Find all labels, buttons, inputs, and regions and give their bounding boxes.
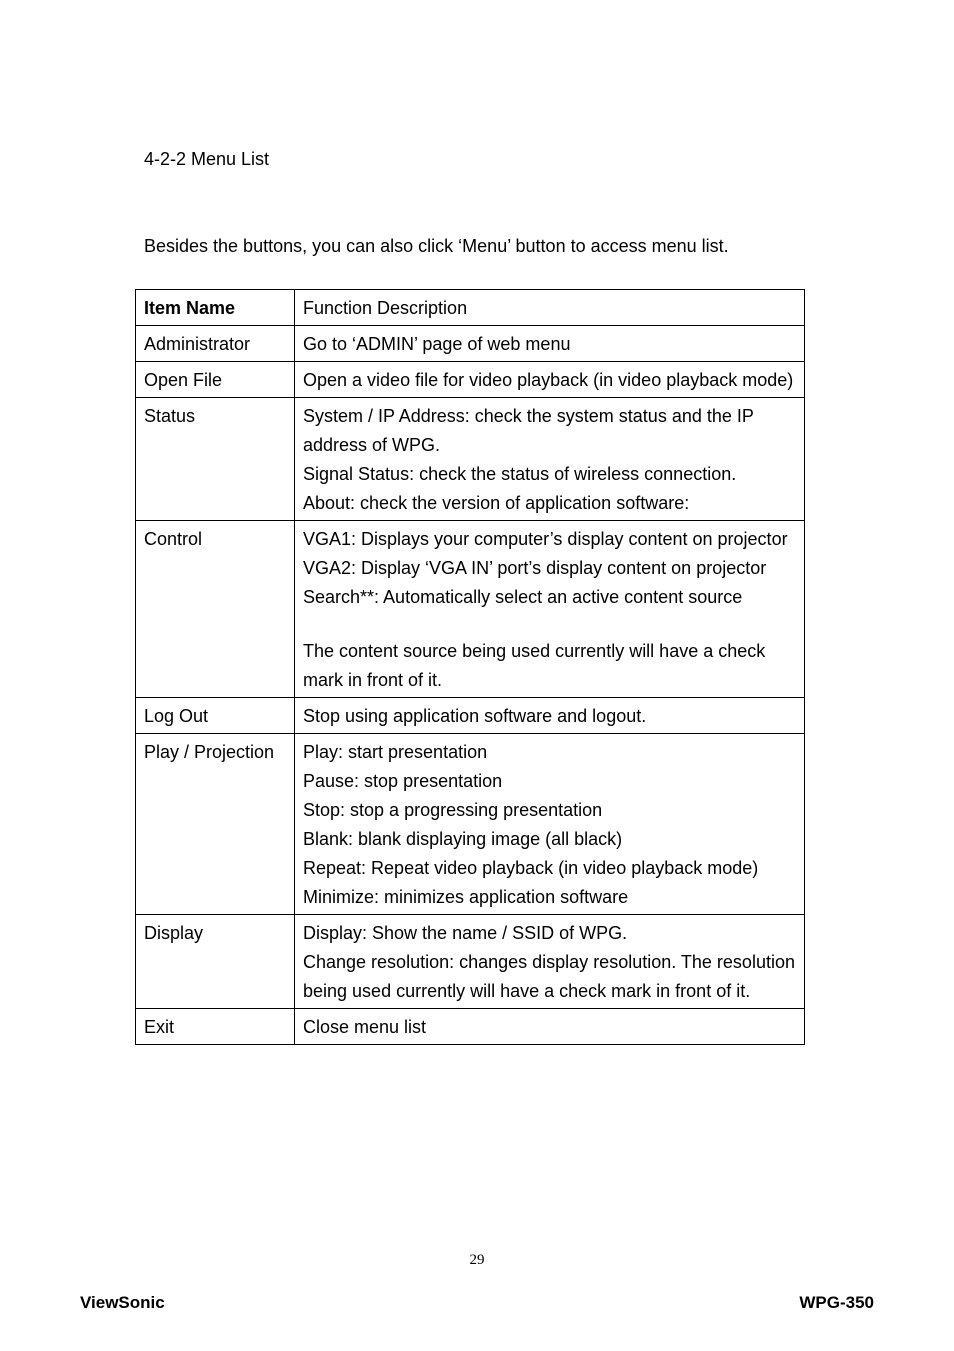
description-line: Blank: blank displaying image (all black)	[303, 829, 623, 849]
function-description-cell	[295, 915, 805, 1009]
table-header-row	[136, 290, 805, 326]
item-name-cell: Log Out	[136, 698, 295, 734]
function-description-cell	[295, 1009, 805, 1045]
section-heading: 4-2-2 Menu List	[144, 149, 270, 169]
function-description-cell	[295, 362, 805, 398]
item-name-cell: Control	[136, 521, 295, 698]
description-line: Pause: stop presentation	[303, 771, 503, 791]
item-name-cell: Status	[136, 398, 295, 521]
description-line: System / IP Address: check the system status and the IP address of WPG.	[303, 406, 754, 455]
item-name-cell: Administrator	[136, 326, 295, 362]
description-line: VGA1: Displays your computer’s display content on projector	[303, 529, 788, 549]
table-row	[136, 326, 805, 362]
table-row	[136, 698, 805, 734]
function-description-cell	[295, 398, 805, 521]
column-header-function-description: Function Description	[295, 290, 805, 326]
description-line: Minimize: minimizes application software	[303, 887, 629, 907]
function-description-cell	[295, 326, 805, 362]
description-line: Stop using application software and logout.	[303, 706, 647, 726]
description-line: Stop: stop a progressing presentation	[303, 800, 603, 820]
function-description-cell	[295, 521, 805, 698]
description-line: Display: Show the name / SSID of WPG.	[303, 923, 628, 943]
description-line: About: check the version of application software:	[303, 493, 690, 513]
description-line: Change resolution: changes display resolution. The resolution being used currently will have a check mark in front of it.	[303, 952, 795, 1001]
column-header-item-name: Item Name	[136, 290, 295, 326]
description-line: The content source being used currently will have a check mark in front of it.	[303, 641, 766, 690]
footer-brand: ViewSonic	[80, 1293, 165, 1312]
menu-list-table	[135, 289, 805, 1045]
description-line: Go to ‘ADMIN’ page of web menu	[303, 334, 571, 354]
paragraph-gap	[303, 612, 796, 637]
item-name-cell: Exit	[136, 1009, 295, 1045]
item-name-cell: Play / Projection	[136, 734, 295, 915]
table-row	[136, 521, 805, 698]
function-description-cell	[295, 698, 805, 734]
description-line: Repeat: Repeat video playback (in video playback mode)	[303, 858, 759, 878]
table-row	[136, 915, 805, 1009]
description-line: Close menu list	[303, 1017, 427, 1037]
description-line: Play: start presentation	[303, 742, 488, 762]
intro-paragraph: Besides the buttons, you can also click ‘Menu’ button to access menu list.	[144, 236, 729, 256]
item-name-cell: Open File	[136, 362, 295, 398]
table-row	[136, 734, 805, 915]
page-number: 29	[469, 1252, 485, 1268]
description-line: Search**: Automatically select an active content source	[303, 587, 743, 607]
function-description-cell	[295, 734, 805, 915]
description-line: Open a video file for video playback (in video playback mode)	[303, 370, 794, 390]
table-row	[136, 398, 805, 521]
description-line: Signal Status: check the status of wireless connection.	[303, 464, 737, 484]
footer-model: WPG-350	[799, 1293, 874, 1312]
description-line: VGA2: Display ‘VGA IN’ port’s display content on projector	[303, 558, 767, 578]
table-row	[136, 362, 805, 398]
item-name-cell: Display	[136, 915, 295, 1009]
table-row	[136, 1009, 805, 1045]
